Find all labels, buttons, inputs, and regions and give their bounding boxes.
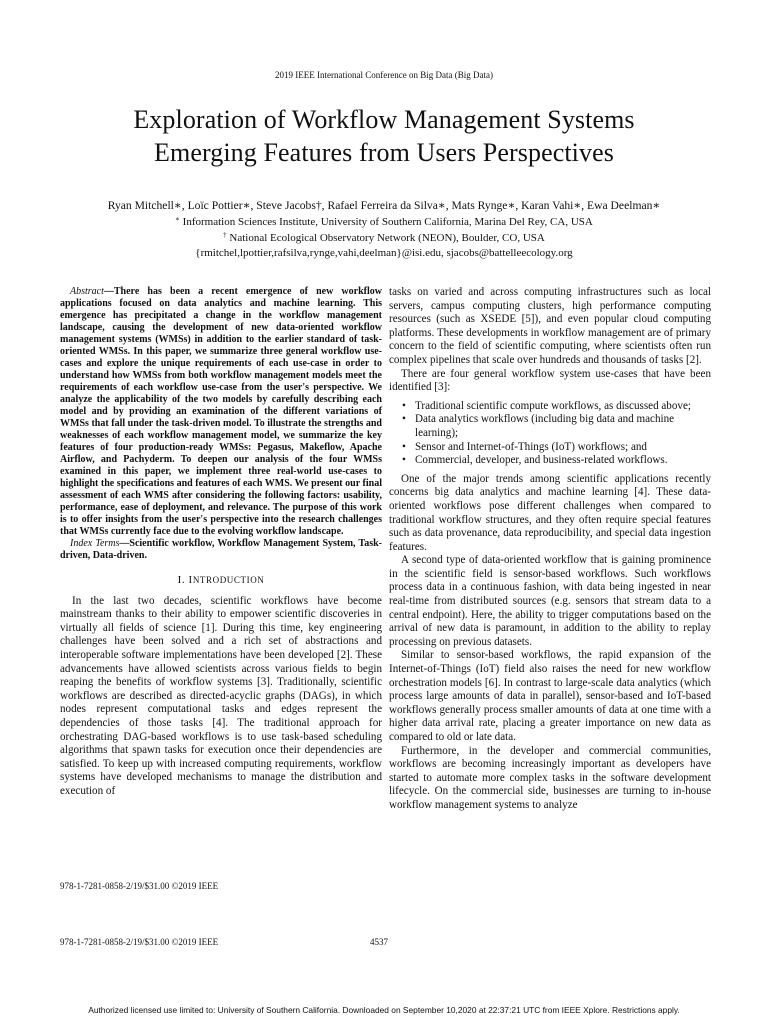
affiliation-1-mark: ∗ <box>175 215 180 223</box>
intro-paragraph-4: A second type of data-oriented workflow that is gaining prominence in the scientific field is sensor-based workflows. Such workflows process data in a continuous fashion, with data being ingested in near real-time from distributed sources (e.g. sensors that stream data to a central endpoint). Here, the ability to trigger computations based on the arrival of new data is paramount, in addition to the ability to replay processing on previous datasets. <box>389 554 711 648</box>
abstract-lead: Abstract <box>70 286 104 297</box>
affiliation-1 <box>0 215 768 229</box>
author-list: Ryan Mitchell∗, Loïc Pottier∗, Steve Jacobs†, Rafael Ferreira da Silva∗, Mats Rynge∗, Karan Vahi∗, Ewa Deelman∗ <box>107 199 661 212</box>
section-heading-introduction <box>60 574 382 588</box>
section-number: I. <box>177 574 186 586</box>
title-line-1: Exploration of Workflow Management Systems <box>133 105 635 134</box>
intro-paragraph-1: In the last two decades, scientific workflows have become mainstream thanks to their ability to empower scientific discoveries in virtually all fields of science [1]. During this time, key engineering challenges have been solved and a rich set of abstractions and interoperable software implementations have been developed [2]. These advancements have allowed scientists across various fields to begin reaping the benefits of workflow systems [3]. Traditionally, scientific workflows are described as directed-acyclic graphs (DAGs), in which nodes represent computational tasks and edges represent the dependencies of those tasks [4]. The traditional approach for orchestrating DAG-based workflows is to use task-based scheduling algorithms that spawn tasks for execution once their dependencies are satisfied. To keep up with increased computing requirements, workflow systems have developed mechanisms to manage the distribution and execution of <box>60 594 382 797</box>
left-column <box>60 286 382 799</box>
page-number: 4537 <box>370 937 388 947</box>
bullet-icon: • <box>402 454 406 467</box>
index-terms <box>60 538 382 562</box>
affiliation-1-text: Information Sciences Institute, University of Southern California, Marina Del Rey, CA, USA <box>182 216 593 228</box>
section-title-rest: NTRODUCTION <box>192 575 265 585</box>
affiliation-2 <box>0 231 768 245</box>
bullet-icon: • <box>402 399 406 412</box>
abstract <box>60 286 382 538</box>
bullet-icon: • <box>402 413 406 426</box>
footer-copyright: 978-1-7281-0858-2/19/$31.00 ©2019 IEEE <box>60 937 219 947</box>
affiliation-2-text: National Ecological Observatory Network (NEON), Boulder, CO, USA <box>229 232 545 244</box>
list-item: • Commercial, developer, and business-related workflows. <box>402 454 668 467</box>
index-terms-text: —Scientific workflow, Workflow Management System, Task-driven, Data-driven. <box>60 538 382 561</box>
conference-header: 2019 IEEE International Conference on Big Data (Big Data) <box>275 70 493 80</box>
bullet-icon: • <box>402 440 406 453</box>
list-item: • Sensor and Internet-of-Things (IoT) workflows; and <box>402 440 647 453</box>
title-line-2: Emerging Features from Users Perspectives <box>154 138 614 167</box>
intro-paragraph-6: Furthermore, in the developer and commercial communities, workflows are becoming increasingly important as developers have started to automate more complex tasks in the software development lifecycle. On the commercial side, businesses are turning to in-house workflow management systems to analyze <box>389 744 711 811</box>
intro-paragraph-5: Similar to sensor-based workflows, the rapid expansion of the Internet-of-Things (IoT) field also raises the need for new workflow orchestration models [6]. In contrast to large-scale data analytics (which process large amounts of data in parallel), sensor-based and IoT-based workflows generally process smaller amounts of data at one time with a higher data arrival rate, placing a greater importance on new data as compared to old or late data. <box>389 649 711 743</box>
author-emails: {rmitchel,lpottier,rafsilva,rynge,vahi,deelman}@isi.edu, sjacobs@battelleecology.org <box>195 247 573 259</box>
list-item: • Data analytics workflows (including big data and machine learning); <box>402 413 675 439</box>
column-copyright: 978-1-7281-0858-2/19/$31.00 ©2019 IEEE <box>60 881 219 891</box>
abstract-text: —There has been a recent emergence of new workflow applications focused on data analytics and machine learning. This emergence has precipitated a change in the workflow management landscape, causing the development of new data-oriented workflow management systems (WMSs) in addition to the earlier standard of task-oriented WMSs. In this paper, we summarize three general workflow use-cases and explore the unique requirements of each use-case in order to understand how WMSs from both workflow management models meet the requirements of each workflow use-case from the user's perspective. We analyze the applicability of the two models by carefully describing each model and by providing an examination of the different variations of WMSs that fall under the task-driven model. To illustrate the strengths and weaknesses of each workflow management model, we summarize the key features of four production-ready WMSs: Pegasus, Makeflow, Apache Airflow, and Pachyderm. To deepen our analysis of the four WMSs examined in this paper, we implement three real-world use-cases to highlight the specifications and features of each WMS. We present our final assessment of each WMS after considering the following factors: usability, performance, ease of deployment, and relevance. The purpose of this work is to offer insights from the user's perspective into the research challenges that WMSs currently face due to the evolving workflow landscape. <box>60 286 382 537</box>
use-case-list <box>389 400 711 468</box>
index-terms-lead: Index Terms <box>70 538 120 549</box>
license-notice: Authorized licensed use limited to: University of Southern California. Downloaded on September 10,2020 at 22:37:21 UTC from IEEE Xplore. Restrictions apply. <box>88 1005 680 1015</box>
right-column <box>389 286 711 813</box>
list-item: • Traditional scientific compute workflows, as discussed above; <box>402 399 691 412</box>
paper-title <box>0 103 768 169</box>
intro-paragraph-3: One of the major trends among scientific applications recently concerns big data analytics and machine learning [4]. These data-oriented workflows pose different challenges when compared to traditional workflow structures, and they often require special features such as data provenance, data reproducibility, and special data ingestion features. <box>389 472 711 553</box>
affiliation-2-mark: † <box>223 231 227 239</box>
intro-paragraph-continued: tasks on varied and across computing infrastructures such as local servers, campus computing clusters, high performance computing resources (such as XSEDE [5]), and even popular cloud computing platforms. These developments in workflow management are of primary concern to the field of scientific computing, where scientists often run complex pipelines that scale over hundreds and thousands of tasks [2]. <box>389 286 711 366</box>
use-case-intro: There are four general workflow system use-cases that have been identified [3]: <box>389 367 711 394</box>
section-title-initial: I <box>188 574 193 586</box>
